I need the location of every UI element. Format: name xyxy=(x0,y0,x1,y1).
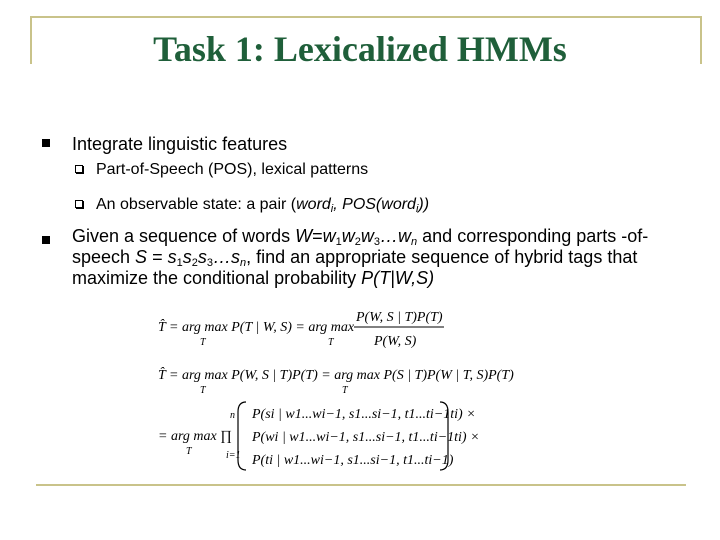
sub-bullet-observable-state: An observable state: a pair (word$_i$, POS(word$_i$)) xyxy=(96,196,430,215)
eq1-argmax-subscript: T xyxy=(328,337,334,348)
eq1-numerator: P(W, S | T)P(T) xyxy=(356,310,443,325)
eq2-line: T̂ = arg max P(W, S | T)P(T) = arg max P(S | T)P(W | T, S)P(T) xyxy=(158,368,514,383)
eq3-row2: P(wi | w1...wi−1, s1...si−1, t1...ti−1ti) × xyxy=(252,430,480,445)
sub-bullet-pos: Part-of-Speech (POS), lexical patterns xyxy=(96,161,369,178)
eq3-product-lower: i=1 xyxy=(226,450,241,461)
bullet-integrate-features: Integrate linguistic features xyxy=(72,134,288,154)
eq3-row1: P(si | w1...wi−1, s1...si−1, t1...ti−1ti) × xyxy=(252,407,476,422)
eq3-argmax-subscript: T xyxy=(186,446,192,457)
bullet-given-sequence: Given a sequence of words $W=w_1w_2w_3\dots w_n$ and corresponding parts -of-speech $S = s_1s_2s_3\dots s_n$, find an appropriate sequence of hybrid tags that maximize the conditional probability P(T|W,S) xyxy=(72,226,649,288)
eq3-lhs: = arg max ∏ xyxy=(158,429,232,444)
eq3-product-upper: n xyxy=(230,410,235,421)
eq2-argmax-subscript: T xyxy=(342,385,348,396)
eq1-lhs: T̂ = arg max P(T | W, S) = arg max xyxy=(158,320,355,335)
eq1-denominator: P(W, S) xyxy=(374,334,417,349)
eq2-argmax-subscript: T xyxy=(200,385,206,396)
eq3-row3: P(ti | w1...wi−1, s1...si−1, t1...ti−1) xyxy=(252,453,454,468)
eq1-argmax-subscript: T xyxy=(200,337,206,348)
slide-title: Task 1: Lexicalized HMMs xyxy=(153,29,567,69)
